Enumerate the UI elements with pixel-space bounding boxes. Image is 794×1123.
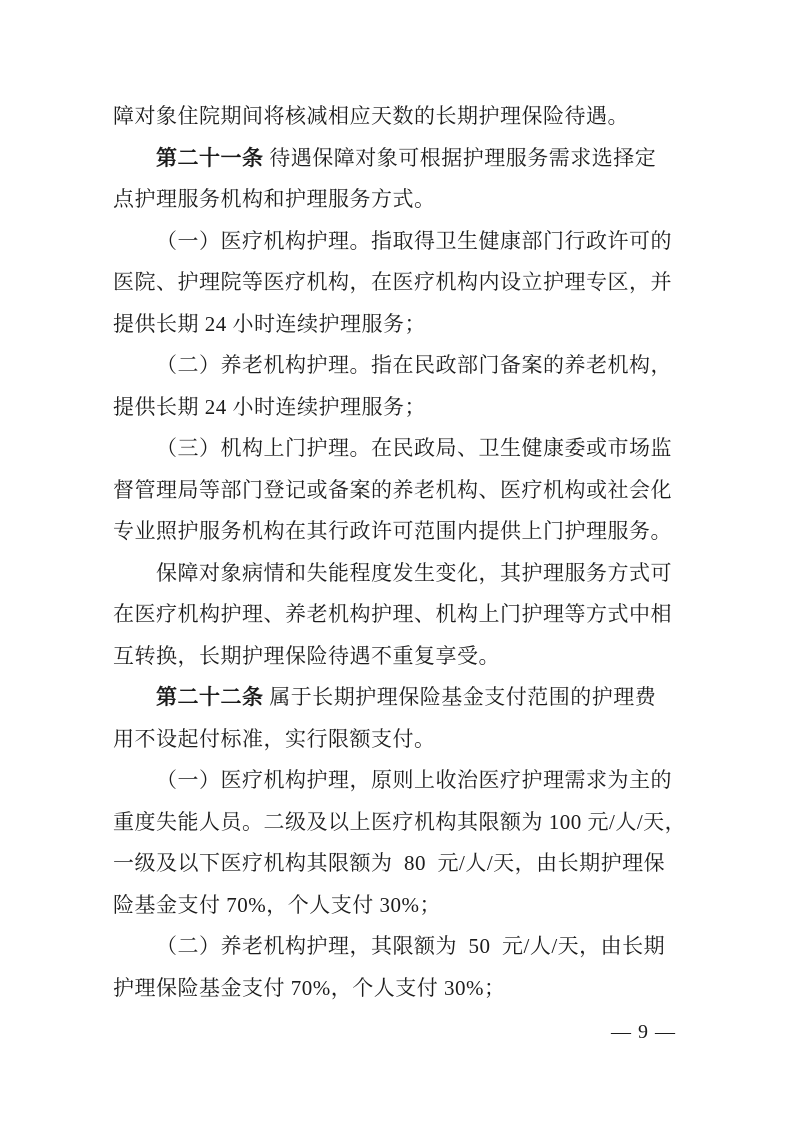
text-line <box>113 387 677 429</box>
text-line <box>113 428 677 470</box>
text-segment: （二）养老机构护理，其限额为 50 元/人/天，由长期 <box>156 934 666 958</box>
text-line <box>113 594 677 636</box>
text-line <box>113 926 677 968</box>
text-segment: 障对象住院期间将核减相应天数的长期护理保险待遇。 <box>113 104 629 128</box>
text-segment: （一）医疗机构护理。指取得卫生健康部门行政许可的 <box>156 228 672 253</box>
text-line <box>113 636 677 678</box>
text-line <box>113 843 677 885</box>
text-segment: 提供长期 24 小时连续护理服务； <box>113 394 426 419</box>
text-segment: 一级及以下医疗机构其限额为 80 元/人/天，由长期护理保 <box>113 851 666 875</box>
text-segment: 保障对象病情和失能程度发生变化，其护理服务方式可 <box>156 560 672 585</box>
text-line <box>113 262 677 304</box>
text-segment: 护理保险基金支付 70%，个人支付 30%； <box>113 975 506 1000</box>
text-line <box>113 138 677 180</box>
text-line <box>113 345 677 387</box>
text-line <box>113 511 677 553</box>
document-text-block <box>113 96 687 1009</box>
text-segment: 专业照护服务机构在其行政许可范围内提供上门护理服务。 <box>113 519 672 543</box>
text-line <box>113 885 677 927</box>
text-segment: 在医疗机构护理、养老机构护理、机构上门护理等方式中相 <box>113 602 672 626</box>
text-segment: （二）养老机构护理。指在民政部门备案的养老机构， <box>156 353 672 377</box>
text-line <box>113 470 677 512</box>
text-line <box>113 96 677 138</box>
text-segment: 提供长期 24 小时连续护理服务； <box>113 311 426 336</box>
text-segment: 互转换，长期护理保险待遇不重复享受。 <box>113 643 500 668</box>
text-line <box>113 968 677 1010</box>
text-segment: （三）机构上门护理。在民政局、卫生健康委或市场监 <box>156 436 672 460</box>
text-line <box>113 802 687 844</box>
page-number: — 9 — <box>611 1021 676 1043</box>
text-line <box>113 304 677 346</box>
text-segment: 点护理服务机构和护理服务方式。 <box>113 187 436 211</box>
article-heading-segment: 第二十一条 <box>156 145 264 170</box>
text-segment: 用不设起付标准，实行限额支付。 <box>113 726 436 751</box>
text-segment: （一）医疗机构护理，原则上收治医疗护理需求为主的 <box>156 768 672 792</box>
text-segment: 督管理局等部门登记或备案的养老机构、医疗机构或社会化 <box>113 477 672 502</box>
article-heading-segment: 第二十二条 <box>156 685 264 709</box>
text-line <box>113 221 677 263</box>
text-line <box>113 179 677 221</box>
text-segment: 待遇保障对象可根据护理服务需求选择定 <box>263 145 657 170</box>
text-line <box>113 760 677 802</box>
text-line <box>113 553 677 595</box>
text-line <box>113 719 677 761</box>
text-segment: 重度失能人员。二级及以上医疗机构其限额为 100 元/人/天， <box>113 809 687 834</box>
text-segment: 险基金支付 70%，个人支付 30%； <box>113 892 441 917</box>
text-segment: 医院、护理院等医疗机构，在医疗机构内设立护理专区，并 <box>113 270 672 294</box>
text-segment: 属于长期护理保险基金支付范围的护理费 <box>263 685 657 709</box>
text-line <box>113 677 677 719</box>
